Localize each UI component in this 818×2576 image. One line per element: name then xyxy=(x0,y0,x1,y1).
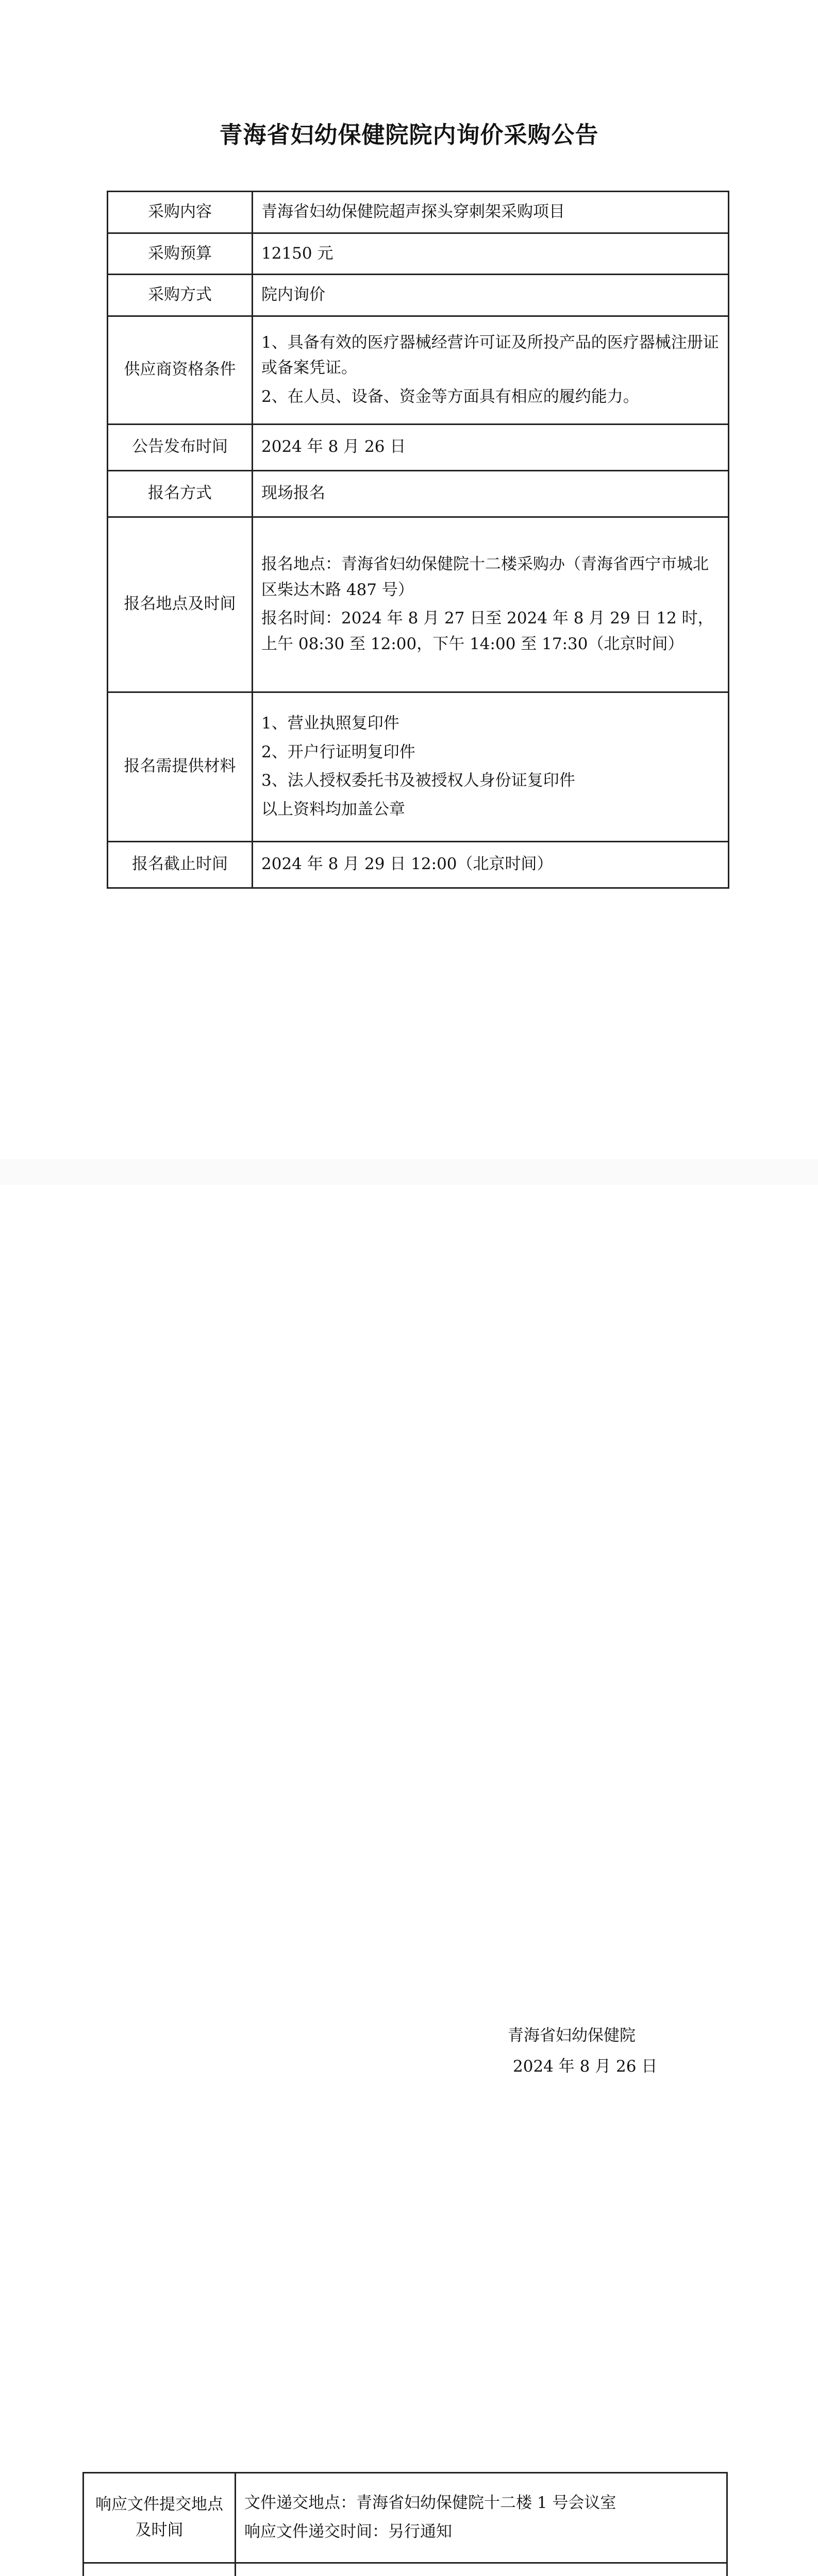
page-title: 青海省妇幼保健院院内询价采购公告 xyxy=(0,116,818,149)
page-1 xyxy=(0,0,818,1159)
row-value xyxy=(236,2563,727,2576)
signature-org: 青海省妇幼保健院 xyxy=(508,2022,636,2045)
row-value xyxy=(253,233,729,275)
value-line: 12150 元 xyxy=(261,241,720,267)
response-table xyxy=(82,2472,728,2576)
value-line: 文件递交地点：青海省妇幼保健院十二楼 1 号会议室 xyxy=(244,2490,718,2516)
page-2 xyxy=(0,1185,818,2313)
table-row xyxy=(84,2563,727,2576)
table-row xyxy=(108,692,729,841)
table-row xyxy=(108,517,729,692)
row-value xyxy=(253,275,729,316)
table-row xyxy=(108,470,729,517)
value-line: 响应文件递交时间：另行通知 xyxy=(244,2519,718,2545)
value-line: 3、法人授权委托书及被授权人身份证复印件 xyxy=(261,768,720,794)
row-label: 供应商资格条件 xyxy=(108,316,253,424)
value-line: 2、在人员、设备、资金等方面具有相应的履约能力。 xyxy=(261,384,720,410)
row-value xyxy=(253,517,729,692)
row-value xyxy=(253,841,729,888)
row-label: 公告发布时间 xyxy=(108,424,253,470)
row-label: 响应文件提交地点及时间 xyxy=(84,2473,236,2563)
table-row xyxy=(108,841,729,888)
row-label: 采购内容 xyxy=(108,192,253,233)
signature-date: 2024 年 8 月 26 日 xyxy=(513,2053,657,2076)
value-line: 2024 年 8 月 29 日 12:00（北京时间） xyxy=(261,852,720,877)
value-line: 2、开户行证明复印件 xyxy=(261,740,720,766)
row-label: 报名需提供材料 xyxy=(108,692,253,841)
row-value xyxy=(253,424,729,470)
table-row xyxy=(84,2473,727,2563)
value-line: 报名地点：青海省妇幼保健院十二楼采购办（青海省西宁市城北区柴达木路 487 号） xyxy=(261,552,720,603)
row-value xyxy=(236,2473,727,2563)
value-line: 1、营业执照复印件 xyxy=(261,711,720,737)
row-label: 报名方式 xyxy=(108,470,253,517)
value-line: 现场报名 xyxy=(261,481,720,506)
value-line: 1、具备有效的医疗器械经营许可证及所投产品的医疗器械注册证或备案凭证。 xyxy=(261,330,720,381)
row-label: 采购预算 xyxy=(108,233,253,275)
row-label: 采购方式 xyxy=(108,275,253,316)
value-line: 青海省妇幼保健院超声探头穿刺架采购项目 xyxy=(261,199,720,225)
value-line: 2024 年 8 月 26 日 xyxy=(261,434,720,460)
row-label xyxy=(84,2563,236,2576)
row-value xyxy=(253,692,729,841)
announcement-table xyxy=(107,191,729,889)
value-line: 院内询价 xyxy=(261,282,720,308)
table-row xyxy=(108,424,729,470)
page-gap xyxy=(0,1159,818,1185)
table-row xyxy=(108,192,729,233)
row-value xyxy=(253,470,729,517)
row-label: 报名截止时间 xyxy=(108,841,253,888)
value-line: 以上资料均加盖公章 xyxy=(261,797,720,823)
table-row xyxy=(108,233,729,275)
row-value xyxy=(253,316,729,424)
table-row xyxy=(108,275,729,316)
table-row xyxy=(108,316,729,424)
row-value xyxy=(253,192,729,233)
row-label: 报名地点及时间 xyxy=(108,517,253,692)
value-line: 报名时间：2024 年 8 月 27 日至 2024 年 8 月 29 日 12 时，上午 08:30 至 12:00，下午 14:00 至 17:30（北京时间） xyxy=(261,606,720,657)
